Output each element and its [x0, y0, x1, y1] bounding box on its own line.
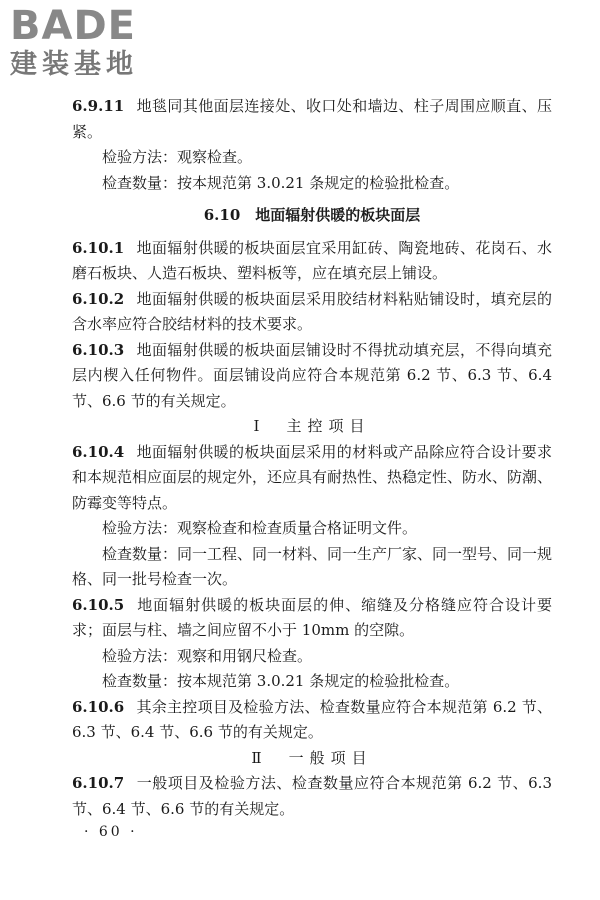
clause-text: 地面辐射供暖的板块面层铺设时不得扰动填充层，不得向填充层内楔入任何物件。面层铺设尚应符合本规范第 6.2 节、6.3 节、6.4 节、6.6 节的有关规定。	[72, 340, 552, 410]
clause-text: 地毯同其他面层连接处、收口处和墙边、柱子周围应顺直、压紧。	[72, 97, 552, 141]
bade-logo	[10, 4, 138, 82]
clause-6-10-4	[72, 440, 552, 517]
clause-number: 6.9.11	[72, 97, 125, 115]
clause-6-10-6	[72, 695, 552, 746]
clause-number: 6.10.4	[72, 442, 125, 461]
clause-6-9-11	[72, 94, 552, 145]
section-title: 6.10 地面辐射供暖的板块面层	[203, 206, 421, 224]
clause-text: 地面辐射供暖的板块面层的伸、缩缝及分格缝应符合设计要求；面层与柱、墙之间应留不小于 10mm 的空隙。	[72, 595, 552, 639]
inspection-method: 检验方法：观察和用钢尺检查。	[102, 646, 313, 665]
clause-number: 6.10.3	[72, 340, 125, 359]
page-number: · 60 ·	[84, 824, 138, 840]
clause-text: 地面辐射供暖的板块面层采用的材料或产品除应符合设计要求和本规范相应面层的规定外，还应具有耐热性、热稳定性、防水、防潮、防霉变等特点。	[72, 442, 553, 512]
inspection-method: 检验方法：观察检查。	[102, 148, 253, 166]
clause-6-10-7	[72, 771, 552, 822]
inspection-quantity: 检查数量：按本规范第 3.0.21 条规定的检验批检查。	[102, 173, 460, 192]
clause-text: 地面辐射供暖的板块面层宜采用缸砖、陶瓷地砖、花岗石、水磨石板块、人造石板块、塑料板等，应在填充层上铺设。	[72, 238, 552, 282]
inspection-method: 检验方法：观察检查和检查质量合格证明文件。	[102, 519, 418, 537]
clause-6-10-2	[72, 287, 552, 338]
subsection-general: Ⅱ 一般项目	[251, 748, 373, 767]
clause-number: 6.10.5	[72, 595, 125, 614]
clause-number: 6.10.2	[72, 289, 125, 308]
inspection-quantity: 检查数量：按本规范第 3.0.21 条规定的检验批检查。	[102, 672, 460, 690]
subsection-main-control: Ⅰ 主控项目	[253, 417, 371, 435]
clause-text: 地面辐射供暖的板块面层采用胶结材料粘贴铺设时，填充层的含水率应符合胶结材料的技术要求。	[72, 289, 552, 333]
inspection-quantity: 检查数量：同一工程、同一材料、同一生产厂家、同一型号、同一规格、同一批号检查一次。	[72, 544, 553, 588]
clause-text: 其余主控项目及检验方法、检查数量应符合本规范第 6.2 节、6.3 节、6.4 节、6.6 节的有关规定。	[72, 697, 552, 741]
clause-6-10-5	[72, 593, 552, 644]
logo-brand: BADE	[10, 3, 136, 49]
logo-cn: 建装基地	[10, 49, 138, 80]
clause-6-10-1	[72, 236, 552, 287]
clause-number: 6.10.6	[72, 697, 125, 716]
page-body	[72, 94, 552, 822]
clause-number: 6.10.7	[72, 774, 125, 792]
clause-text: 一般项目及检验方法、检查数量应符合本规范第 6.2 节、6.3 节、6.4 节、6.6 节的有关规定。	[72, 774, 552, 818]
clause-6-10-3	[72, 338, 552, 415]
clause-number: 6.10.1	[72, 238, 125, 257]
